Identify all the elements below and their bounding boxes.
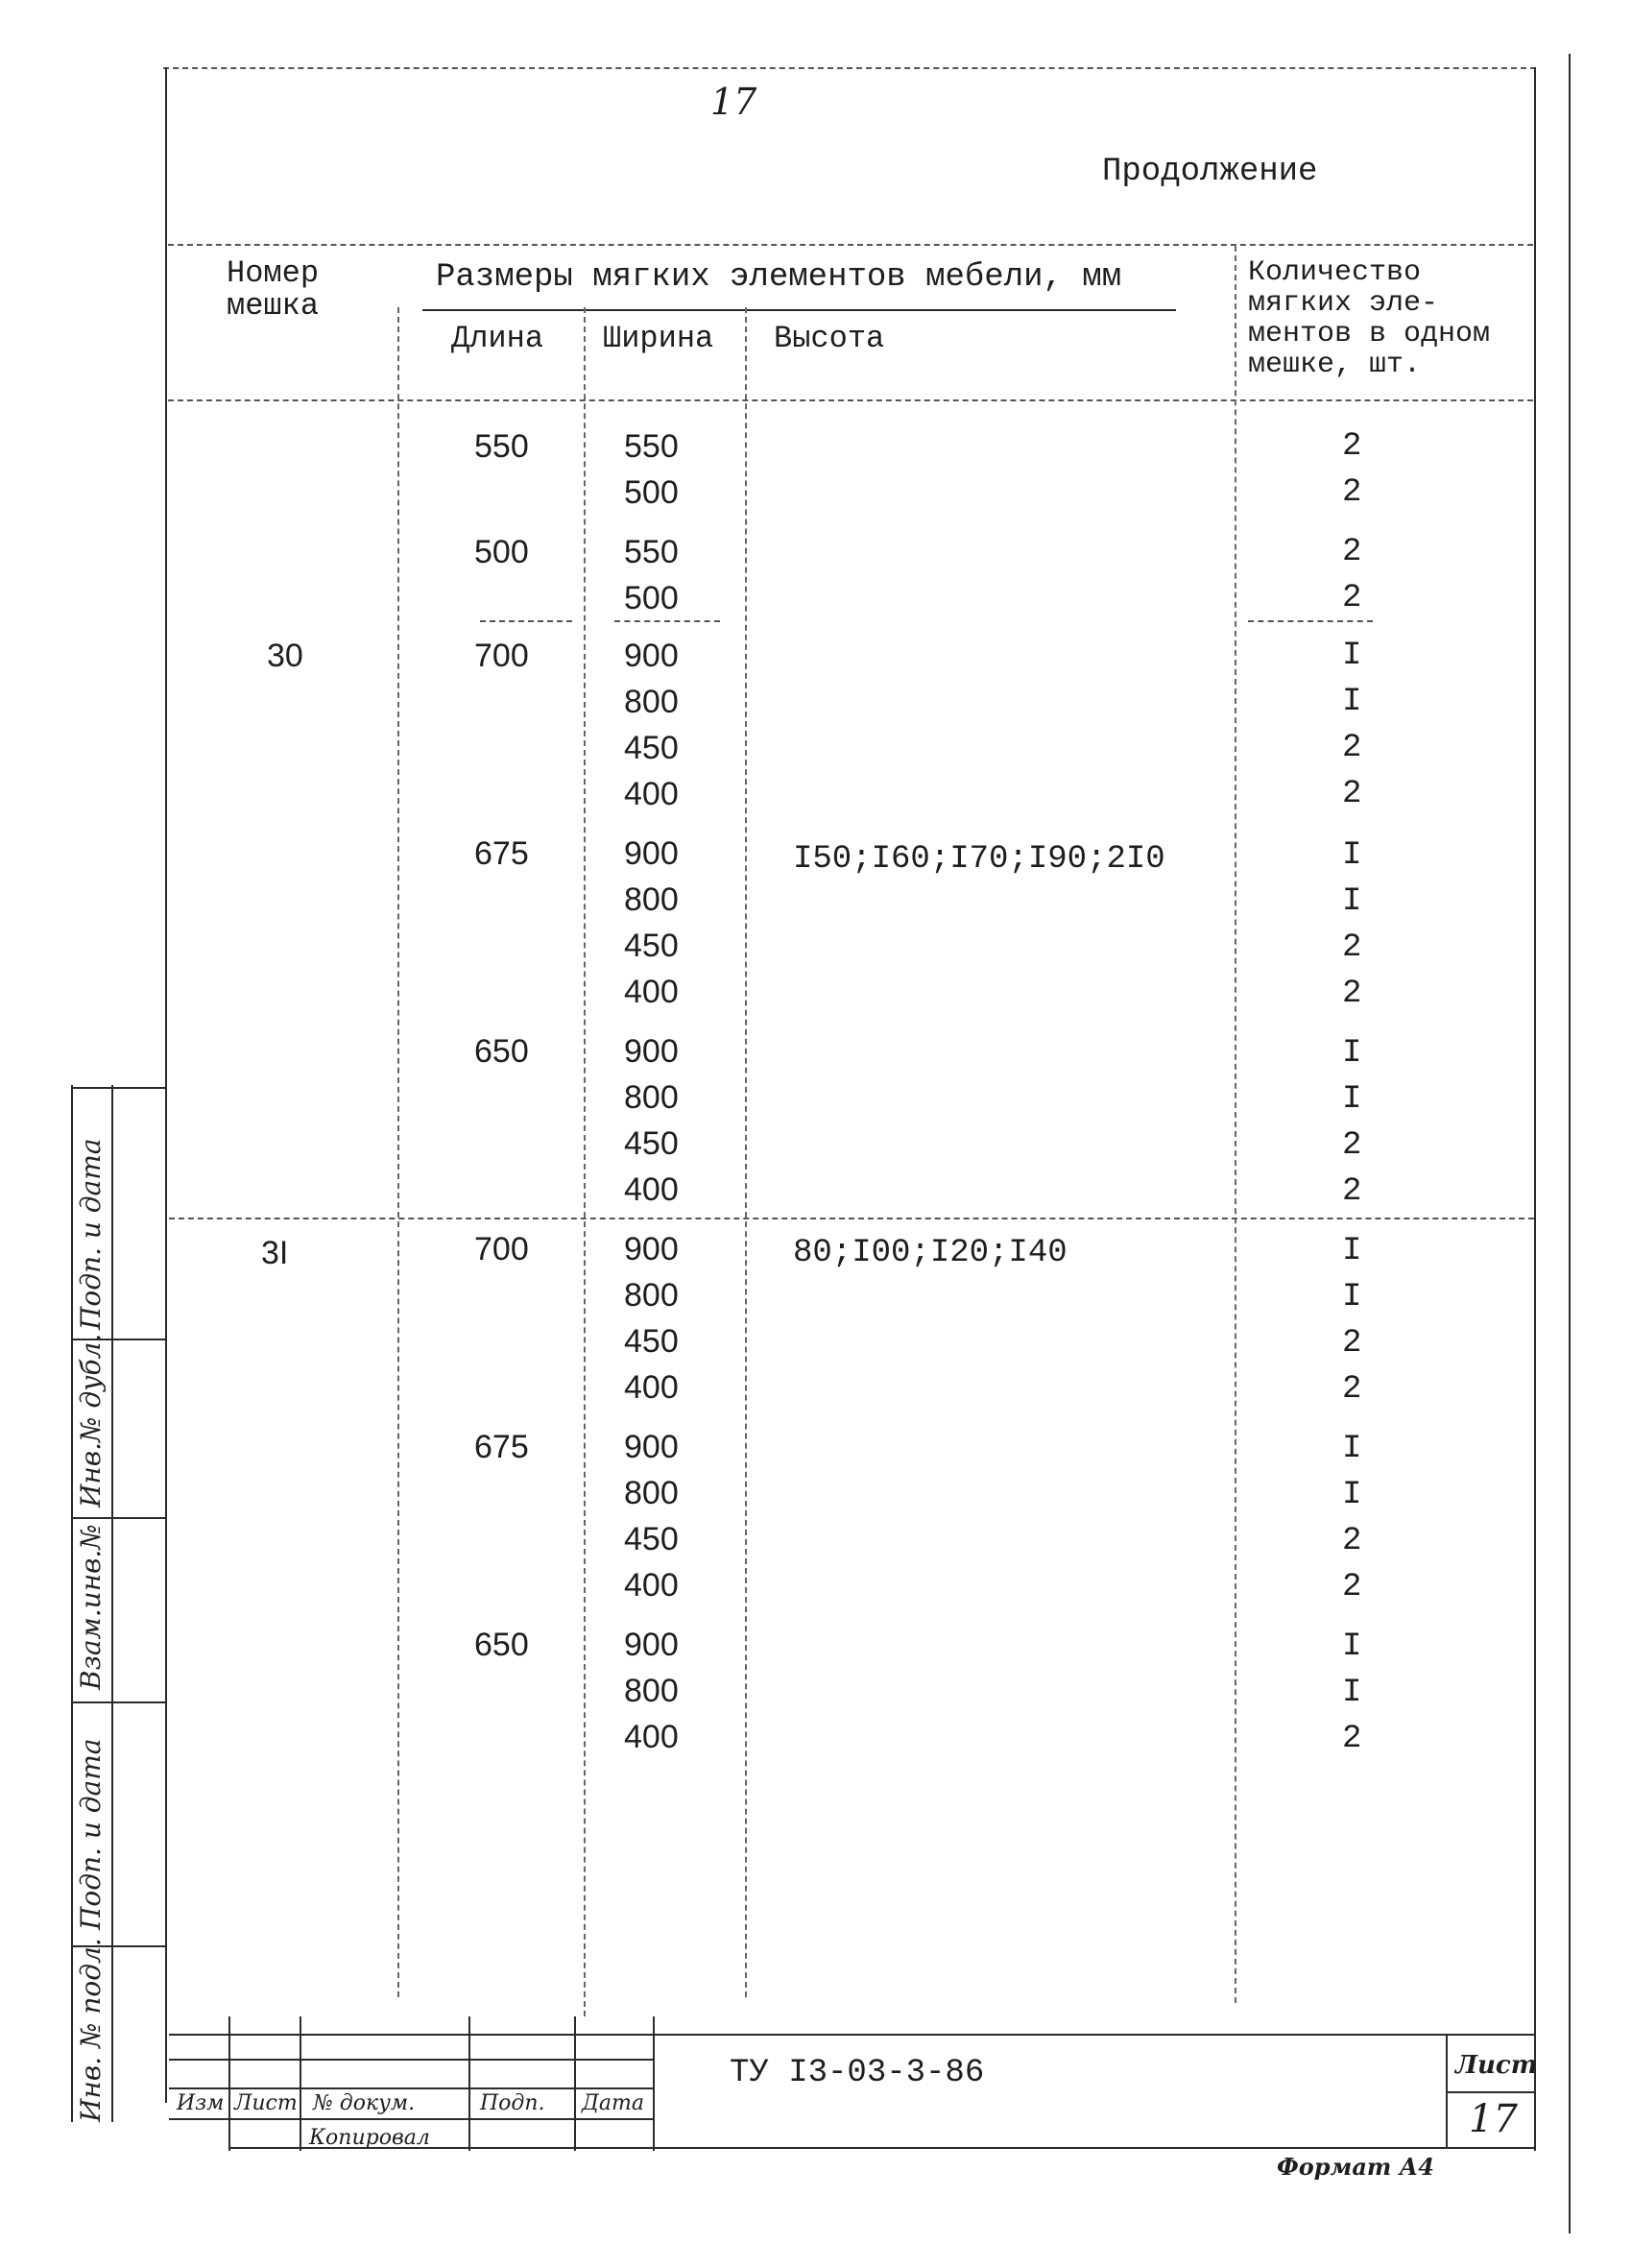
table-row-qty: I	[1342, 1477, 1362, 1513]
header-width: Ширина	[603, 321, 714, 356]
page-number-top: 17	[710, 81, 757, 123]
stamp-col-line	[1446, 2034, 1448, 2147]
table-row-qty: 2	[1342, 1721, 1362, 1757]
stamp-row-line	[169, 2059, 653, 2061]
heights-bag-30: I50;I60;I70;I90;2I0	[793, 841, 1165, 878]
stamp-col-line	[300, 2016, 301, 2151]
header-dimensions: Размеры мягких элементов мебели, мм	[436, 259, 1122, 296]
table-row-length: 700	[474, 638, 529, 674]
table-row-qty: I	[1342, 1675, 1362, 1711]
header-quantity: Количество мягких эле- ментов в одном мешке, шт.	[1248, 256, 1491, 381]
continuation-label: Продолжение	[1102, 154, 1318, 190]
table-row-qty: 2	[1342, 428, 1362, 465]
table-row-qty: 2	[1342, 1523, 1362, 1559]
table-row-qty: 2	[1342, 730, 1362, 766]
side-label-podp-data-1: Подп. и дата	[75, 1138, 107, 1330]
table-row-width: 900	[624, 638, 679, 674]
table-row-width: 800	[624, 1277, 679, 1314]
table-row-qty: I	[1342, 1629, 1362, 1665]
stamp-col-line	[653, 2016, 655, 2151]
table-row-width: 450	[624, 730, 679, 766]
table-row-qty: 2	[1342, 776, 1362, 812]
sheet-label: Лист	[1455, 2051, 1538, 2080]
table-row-length: 700	[474, 1231, 529, 1267]
stamp-col-line	[228, 2016, 230, 2151]
table-row-length: 675	[474, 1429, 529, 1465]
separator-qty-2-I	[1248, 620, 1373, 622]
frame-left-line	[165, 67, 167, 2103]
side-label-podp-data-2: Подп. и дата	[75, 1738, 107, 1930]
stamp-col-doc: № докум.	[313, 2091, 416, 2115]
table-row-width: 450	[624, 928, 679, 964]
table-row-qty: 2	[1342, 580, 1362, 616]
column-line-1	[397, 307, 399, 1997]
bag-number-31: 3I	[261, 1235, 289, 1271]
table-row-qty: 2	[1342, 534, 1362, 570]
copied-by-label: Копировал	[309, 2126, 430, 2150]
table-row-width: 800	[624, 881, 679, 918]
table-row-width: 900	[624, 835, 679, 872]
column-line-4	[1235, 246, 1236, 2003]
table-row-width: 550	[624, 534, 679, 570]
stamp-row-line	[169, 2118, 653, 2120]
table-row-width: 550	[624, 428, 679, 465]
table-row-length: 675	[474, 835, 529, 872]
separator-500-700-width	[614, 620, 720, 622]
table-row-width: 400	[624, 776, 679, 812]
table-row-qty: 2	[1342, 929, 1362, 966]
table-row-qty: 2	[1342, 1325, 1362, 1362]
table-row-qty: 2	[1342, 1371, 1362, 1408]
table-row-qty: I	[1342, 1279, 1362, 1315]
side-label-inv-podl: Инв. № подл.	[75, 1938, 107, 2122]
separator-500-700	[480, 620, 572, 622]
outer-right-line	[1569, 54, 1571, 2233]
table-row-width: 800	[624, 1475, 679, 1511]
margin-line-inner	[111, 1085, 113, 2122]
table-row-width: 500	[624, 474, 679, 511]
table-row-qty: I	[1342, 1233, 1362, 1269]
document-code: ТУ I3-03-3-86	[730, 2055, 985, 2091]
frame-top-line	[163, 67, 1536, 69]
stamp-top-line	[169, 2034, 1534, 2036]
bag-number-30: 30	[267, 638, 303, 674]
stamp-sheet-divider	[1446, 2091, 1534, 2093]
margin-divider	[71, 1701, 165, 1703]
margin-line-outer	[71, 1085, 73, 2122]
table-row-length: 650	[474, 1627, 529, 1663]
table-row-width: 900	[624, 1429, 679, 1465]
format-label: Формат А4	[1277, 2153, 1434, 2181]
table-row-length: 550	[474, 428, 529, 465]
table-header-bottom-line	[168, 399, 1533, 401]
stamp-row-line	[169, 2087, 653, 2089]
margin-divider	[71, 1517, 165, 1519]
table-row-qty: I	[1342, 837, 1362, 874]
margin-divider	[71, 1087, 165, 1089]
table-row-qty: I	[1342, 1081, 1362, 1118]
table-row-width: 400	[624, 1567, 679, 1604]
table-row-length: 650	[474, 1033, 529, 1070]
header-bag-number: Номер мешка	[227, 255, 320, 324]
table-row-length: 500	[474, 534, 529, 570]
table-row-qty: 2	[1342, 1127, 1362, 1164]
table-row-qty: I	[1342, 883, 1362, 920]
table-row-width: 900	[624, 1231, 679, 1267]
table-row-width: 900	[624, 1627, 679, 1663]
table-row-qty: I	[1342, 1431, 1362, 1467]
table-row-width: 500	[624, 580, 679, 616]
side-label-inv-dubl: Инв.№ дубл.	[75, 1333, 107, 1508]
table-row-width: 450	[624, 1521, 679, 1557]
column-line-3	[745, 307, 747, 1997]
table-row-width: 400	[624, 1171, 679, 1208]
table-row-qty: 2	[1342, 1569, 1362, 1605]
table-row-width: 400	[624, 974, 679, 1010]
header-height: Высота	[774, 321, 885, 356]
header-length: Длина	[451, 321, 544, 356]
table-top-line	[168, 244, 1533, 246]
table-row-width: 800	[624, 684, 679, 720]
stamp-col-date: Дата	[582, 2091, 644, 2115]
table-row-width: 450	[624, 1323, 679, 1360]
table-row-qty: 2	[1342, 976, 1362, 1012]
table-row-width: 400	[624, 1369, 679, 1406]
table-row-width: 800	[624, 1079, 679, 1116]
stamp-col-line	[468, 2016, 470, 2151]
side-label-vzam-inv: Взам.инв.№	[75, 1524, 107, 1690]
table-row-width: 900	[624, 1033, 679, 1070]
stamp-col-list: Лист	[234, 2091, 298, 2115]
stamp-col-sign: Подп.	[480, 2091, 545, 2115]
table-row-width: 400	[624, 1719, 679, 1755]
stamp-col-izm: Изм	[177, 2091, 225, 2115]
sheet-number: 17	[1469, 2097, 1518, 2141]
table-row-qty: 2	[1342, 474, 1362, 511]
table-row-qty: 2	[1342, 1173, 1362, 1210]
table-row-width: 800	[624, 1673, 679, 1709]
table-row-width: 450	[624, 1125, 679, 1162]
frame-right-line	[1534, 67, 1536, 2151]
table-row-qty: I	[1342, 1035, 1362, 1072]
dims-header-underline	[422, 309, 1176, 311]
stamp-col-line	[574, 2016, 576, 2151]
table-row-qty: I	[1342, 684, 1362, 720]
table-row-qty: I	[1342, 638, 1362, 674]
column-line-2	[584, 307, 586, 2016]
heights-bag-31: 80;I00;I20;I40	[793, 1235, 1068, 1271]
separator-bag-30-31	[169, 1218, 1534, 1219]
